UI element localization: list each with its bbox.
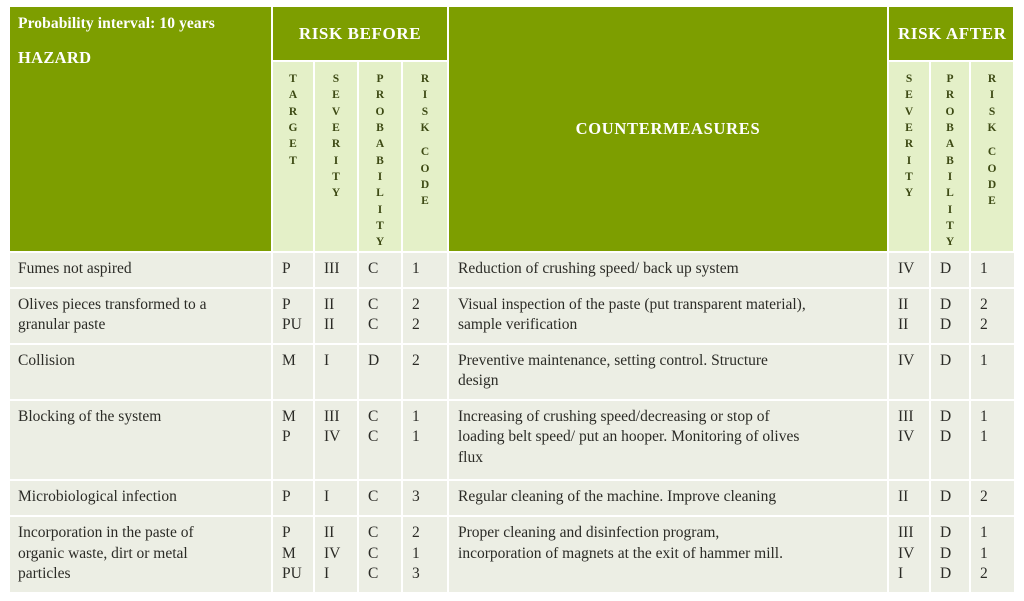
cell-before-severity-line: I [324,352,330,370]
risk-before-group-header: RISK BEFORE [272,7,448,61]
cell-before-target-line: P [282,488,291,506]
subheader-letter: P [946,73,954,85]
table-row[interactable] [10,288,1014,344]
cell-countermeasures [448,288,888,344]
cell-before-risk-code [402,288,448,344]
risk-after-group-header: RISK AFTER [888,7,1014,61]
cell-after-severity-line: I [898,564,904,582]
subheader-letter: O [987,162,997,175]
subheader-letter: L [946,187,954,200]
cell-after-severity-line: III [898,524,914,542]
subheader-letter: A [375,138,385,151]
cell-before-target-line: M [282,408,296,426]
cell-hazard [10,480,272,516]
subheader-letter: R [331,138,341,151]
subheader-letter: C [987,146,997,159]
subheader-letter: T [332,170,340,183]
cell-before-probability-line: C [368,428,379,446]
subheader-letter: T [289,73,297,85]
cell-after-risk-code-line: 1 [980,259,988,277]
subheader-after-severity [888,61,930,252]
cell-hazard [10,400,272,480]
cell-after-risk-code [970,344,1014,400]
subheader-after-risk-code-text [971,71,1013,210]
subheader-letter: B [946,121,954,134]
cell-after-severity [888,400,930,480]
subheader-letter: L [376,187,384,200]
cell-countermeasures-line: design [458,372,499,390]
cell-after-risk-code-line: 1 [980,352,988,370]
subheader-letter: E [905,89,913,102]
cell-before-probability [358,400,402,480]
cell-hazard-line: Collision [18,352,75,370]
probability-interval-label: Probability interval: 10 years [18,15,215,32]
subheader-letter: T [946,219,954,232]
subheader-before-probability-text [359,71,401,251]
table-row[interactable] [10,400,1014,480]
subheader-letter: R [375,89,385,102]
subheader-letter: R [987,73,997,85]
table-head [10,7,1014,252]
cell-countermeasures [448,480,888,516]
cell-after-severity [888,252,930,288]
cell-before-target-line: M [282,544,296,562]
subheader-letter: A [945,138,955,151]
subheader-before-severity-text [315,71,357,202]
subheader-after-probability-text [931,71,969,251]
cell-after-probability [930,516,970,592]
cell-after-probability-line: D [940,488,952,506]
cell-after-probability [930,400,970,480]
cell-before-probability [358,252,402,288]
subheader-letter: O [420,162,430,175]
cell-before-severity [314,400,358,480]
cell-after-severity-line: IV [898,428,915,446]
cell-after-risk-code-line: 1 [980,524,988,542]
cell-before-severity-line: IV [324,428,341,446]
cell-after-probability-line: D [940,428,952,446]
cell-after-probability-line: D [940,295,952,313]
subheader-letter: E [332,89,340,102]
cell-hazard-line: Microbiological infection [18,488,177,506]
cell-before-target-line: P [282,259,291,277]
cell-after-risk-code-line: 2 [980,295,988,313]
cell-hazard-line: Incorporation in the paste of [18,524,194,542]
cell-after-probability [930,480,970,516]
cell-before-target [272,288,314,344]
cell-before-risk-code-line: 2 [412,315,420,333]
cell-before-severity-line: II [324,315,335,333]
subheader-letter: B [376,154,384,167]
cell-after-risk-code [970,400,1014,480]
cell-after-risk-code [970,252,1014,288]
cell-countermeasures [448,252,888,288]
table-body [10,252,1014,593]
cell-after-probability-line: D [940,259,952,277]
cell-before-target [272,344,314,400]
cell-before-severity [314,288,358,344]
cell-before-severity [314,480,358,516]
cell-before-risk-code-line: 3 [412,564,420,582]
subheader-letter: I [989,89,995,102]
cell-after-risk-code-line: 2 [980,564,988,582]
cell-after-probability-line: D [940,564,952,582]
cell-after-risk-code [970,288,1014,344]
cell-after-risk-code-line: 2 [980,488,988,506]
subheader-letter: D [987,178,997,191]
cell-hazard-line: Fumes not aspired [18,259,132,277]
cell-before-risk-code-line: 3 [412,488,420,506]
subheader-letter: S [905,73,913,85]
hazard-header-cell [10,7,272,252]
cell-after-probability [930,344,970,400]
cell-after-risk-code-line: 1 [980,544,988,562]
subheader-letter: S [332,73,340,85]
subheader-letter: V [331,105,341,118]
cell-before-probability-line: C [368,488,379,506]
cell-hazard-line: granular paste [18,315,106,333]
cell-after-probability-line: D [940,408,952,426]
subheader-letter: D [420,178,430,191]
header-row-groups [10,7,1014,61]
cell-countermeasures [448,516,888,592]
cell-before-probability [358,516,402,592]
cell-before-risk-code [402,480,448,516]
hazard-label: HAZARD [18,48,92,68]
cell-after-risk-code [970,516,1014,592]
cell-after-severity [888,516,930,592]
cell-hazard-line: organic waste, dirt or metal [18,544,188,562]
subheader-letter: T [376,219,384,232]
subheader-letter: R [288,105,298,118]
subheader-letter: A [288,89,298,102]
cell-hazard [10,252,272,288]
subheader-letter: S [988,105,996,118]
cell-before-probability-line: C [368,295,379,313]
cell-hazard [10,344,272,400]
subheader-letter: B [946,154,954,167]
cell-after-severity-line: III [898,408,914,426]
cell-after-severity [888,480,930,516]
subheader-after-severity-text [889,71,929,202]
cell-before-risk-code-line: 1 [412,428,420,446]
subheader-letter: V [904,105,914,118]
subheader-before-target [272,61,314,252]
cell-before-severity-line: I [324,488,330,506]
cell-before-risk-code-line: 1 [412,408,420,426]
cell-after-severity-line: II [898,295,909,313]
cell-before-risk-code [402,252,448,288]
subheader-letter: E [332,121,340,134]
cell-before-probability [358,288,402,344]
subheader-letter: Y [375,236,385,249]
cell-before-target-line: PU [282,315,302,333]
cell-after-risk-code-line: 2 [980,315,988,333]
cell-after-probability [930,252,970,288]
subheader-letter: I [422,89,428,102]
cell-after-risk-code-line: 1 [980,428,988,446]
cell-before-probability-line: C [368,564,379,582]
table-row[interactable] [10,480,1014,516]
cell-before-target [272,400,314,480]
subheader-letter [971,136,1013,144]
subheader-letter: P [376,73,384,85]
subheader-letter: E [421,195,429,208]
cell-after-risk-code-line: 1 [980,408,988,426]
subheader-letter: S [421,105,429,118]
cell-after-severity-line: IV [898,259,915,277]
cell-before-probability [358,480,402,516]
cell-before-probability-line: C [368,259,379,277]
subheader-letter: E [289,138,297,151]
cell-countermeasures-line: Proper cleaning and disinfection program, [458,524,720,542]
cell-before-target-line: PU [282,564,302,582]
subheader-after-probability [930,61,970,252]
cell-hazard [10,288,272,344]
cell-hazard-line: particles [18,564,71,582]
cell-before-probability-line: D [368,352,380,370]
subheader-letter: I [906,154,912,167]
subheader-letter: O [945,105,955,118]
cell-countermeasures-line: sample verification [458,315,578,333]
cell-after-risk-code [970,480,1014,516]
subheader-letter: Y [331,187,341,200]
cell-after-probability-line: D [940,524,952,542]
cell-before-probability-line: C [368,524,379,542]
cell-hazard [10,516,272,592]
subheader-letter: Y [945,236,955,249]
cell-before-probability-line: C [368,544,379,562]
cell-countermeasures-line: flux [458,448,483,466]
cell-before-severity [314,516,358,592]
cell-countermeasures-line: Preventive maintenance, setting control. Structure [458,352,768,370]
cell-before-target [272,480,314,516]
cell-before-probability-line: C [368,315,379,333]
subheader-letter: I [947,203,953,216]
cell-before-risk-code-line: 2 [412,295,420,313]
subheader-letter: K [420,121,430,134]
cell-hazard-line: Olives pieces transformed to a [18,295,207,313]
cell-before-severity-line: II [324,295,335,313]
subheader-letter: G [288,121,298,134]
table-row[interactable] [10,516,1014,592]
cell-before-severity-line: III [324,408,340,426]
subheader-letter: B [376,121,384,134]
subheader-letter: T [905,170,913,183]
subheader-before-risk-code [402,61,448,252]
subheader-before-severity [314,61,358,252]
cell-before-target-line: M [282,352,296,370]
cell-countermeasures [448,344,888,400]
cell-countermeasures-line: Increasing of crushing speed/decreasing or stop of [458,408,770,426]
cell-after-severity-line: IV [898,352,915,370]
subheader-letter [403,136,447,144]
subheader-letter: E [988,195,996,208]
subheader-after-risk-code [970,61,1014,252]
countermeasures-header: COUNTERMEASURES [448,7,888,252]
cell-before-severity-line: III [324,259,340,277]
cell-before-risk-code-line: 2 [412,524,420,542]
subheader-letter: R [945,89,955,102]
cell-after-severity [888,288,930,344]
cell-before-target [272,516,314,592]
subheader-letter: E [905,121,913,134]
subheader-letter: T [289,154,297,167]
table-row[interactable] [10,252,1014,288]
subheader-letter: I [333,154,339,167]
subheader-before-probability [358,61,402,252]
cell-before-severity [314,252,358,288]
cell-before-target-line: P [282,524,291,542]
cell-before-risk-code-line: 2 [412,352,420,370]
subheader-letter: R [904,138,914,151]
cell-before-risk-code [402,344,448,400]
cell-before-target-line: P [282,295,291,313]
subheader-letter: I [377,203,383,216]
cell-after-probability [930,288,970,344]
subheader-before-target-text [273,71,313,169]
subheader-letter: I [377,170,383,183]
subheader-letter: C [420,146,430,159]
cell-before-risk-code-line: 1 [412,259,420,277]
cell-hazard-line: Blocking of the system [18,408,162,426]
cell-after-severity-line: IV [898,544,915,562]
cell-before-risk-code [402,516,448,592]
cell-after-severity-line: II [898,315,909,333]
cell-after-probability-line: D [940,544,952,562]
table-row[interactable] [10,344,1014,400]
cell-before-severity-line: II [324,524,335,542]
subheader-letter: Y [904,187,914,200]
cell-before-target-line: P [282,428,291,446]
subheader-letter: I [947,170,953,183]
cell-countermeasures-line: loading belt speed/ put an hooper. Monitoring of olives [458,428,800,446]
subheader-before-risk-code-text [403,71,447,210]
cell-before-severity [314,344,358,400]
cell-countermeasures-line: Reduction of crushing speed/ back up system [458,259,739,277]
subheader-letter: O [375,105,385,118]
cell-countermeasures [448,400,888,480]
cell-countermeasures-line: Regular cleaning of the machine. Improve cleaning [458,488,777,506]
cell-before-probability-line: C [368,408,379,426]
cell-after-probability-line: D [940,352,952,370]
subheader-letter: R [420,73,430,85]
cell-after-probability-line: D [940,315,952,333]
cell-countermeasures-line: incorporation of magnets at the exit of hammer mill. [458,544,783,562]
subheader-letter: K [987,121,997,134]
cell-before-risk-code-line: 1 [412,544,420,562]
cell-before-severity-line: IV [324,544,341,562]
cell-after-severity-line: II [898,488,909,506]
cell-before-target [272,252,314,288]
cell-before-probability [358,344,402,400]
risk-assessment-table [10,7,1015,594]
cell-countermeasures-line: Visual inspection of the paste (put transparent material), [458,295,806,313]
cell-after-severity [888,344,930,400]
cell-before-severity-line: I [324,564,330,582]
cell-before-risk-code [402,400,448,480]
